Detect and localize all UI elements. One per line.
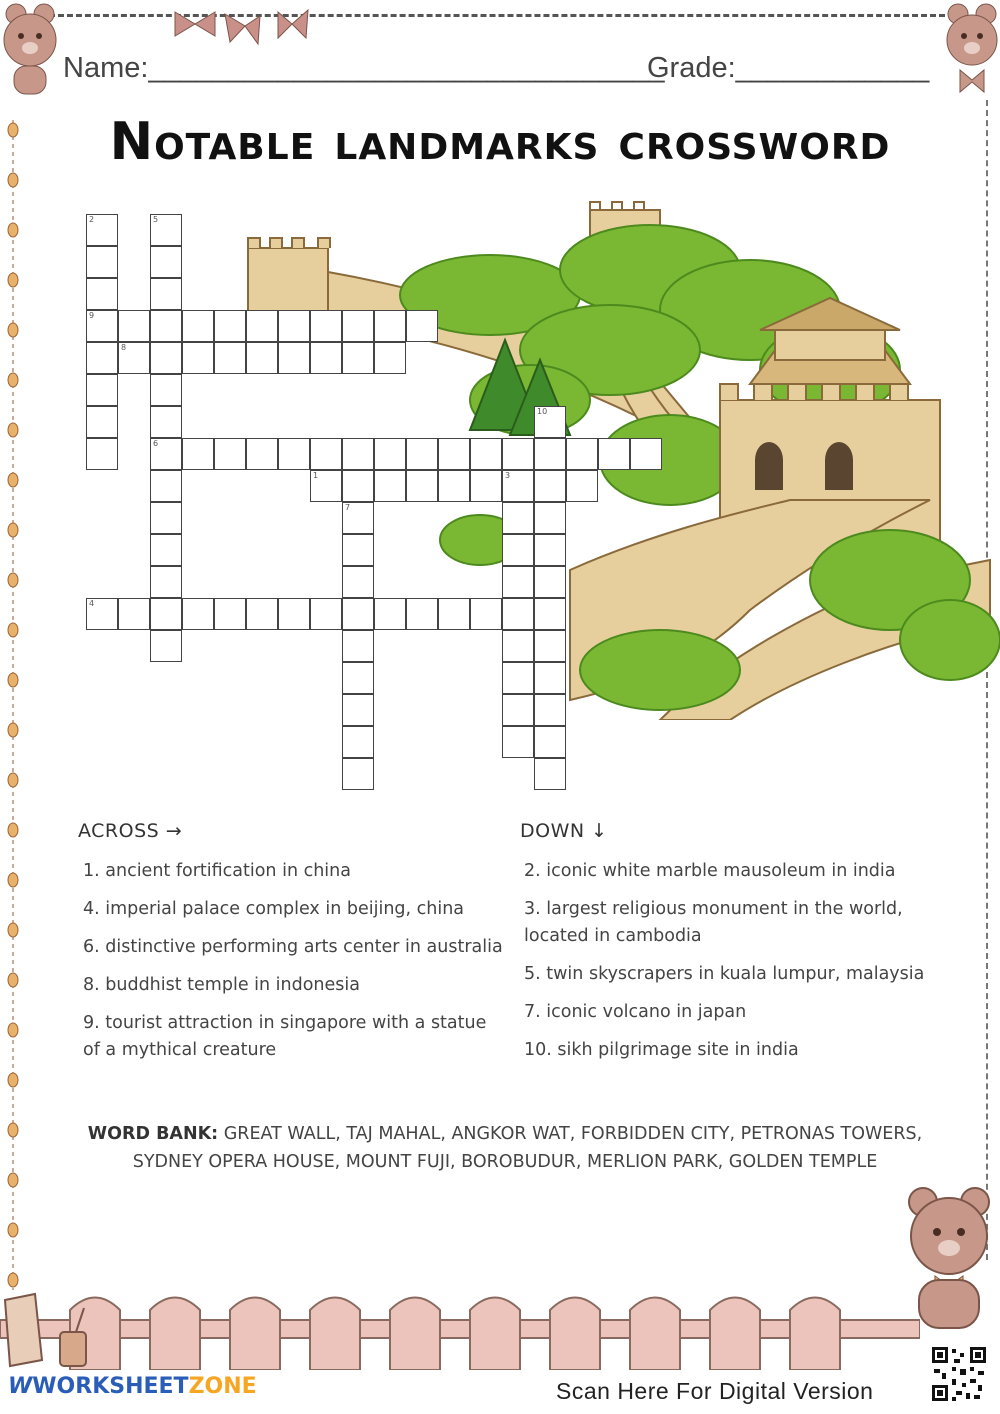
clue-number: 10 — [537, 407, 548, 416]
down-clue: 7. iconic volcano in japan — [524, 1002, 747, 1022]
down-heading: DOWN ↓ — [520, 820, 608, 842]
grid-cell[interactable] — [182, 438, 214, 470]
grid-cell[interactable] — [150, 534, 182, 566]
grid-cell[interactable] — [118, 342, 150, 374]
grid-cell[interactable] — [150, 342, 182, 374]
word-bank — [80, 1120, 930, 1176]
grid-cell[interactable] — [150, 406, 182, 438]
clue-number: 2 — [89, 215, 95, 224]
clue-number: 8 — [121, 343, 127, 352]
grid-cell[interactable] — [86, 342, 118, 374]
grid-cell[interactable] — [534, 726, 566, 758]
grid-cell[interactable] — [86, 214, 118, 246]
picket-fence-decoration — [0, 1280, 920, 1370]
down-clue: 2. iconic white marble mausoleum in india — [524, 861, 896, 881]
page-title: Notable landmarks crossword — [109, 112, 891, 172]
grid-cell[interactable] — [150, 374, 182, 406]
grid-cell[interactable] — [150, 470, 182, 502]
left-vine-decoration — [4, 120, 22, 1290]
bow-ribbons-top — [170, 4, 320, 54]
worksheetzone-logo[interactable] — [8, 1374, 257, 1399]
grid-cell[interactable] — [86, 246, 118, 278]
name-field[interactable]: Name:________________________________ — [63, 52, 665, 84]
grade-field[interactable]: Grade:____________ — [647, 52, 930, 84]
grid-cell[interactable] — [86, 310, 118, 342]
clue-number: 3 — [505, 471, 511, 480]
grid-cell[interactable] — [150, 630, 182, 662]
grid-cell[interactable] — [150, 438, 182, 470]
across-clue: 1. ancient fortification in china — [83, 861, 351, 881]
grid-cell[interactable] — [150, 566, 182, 598]
grid-cell[interactable] — [86, 406, 118, 438]
clue-number: 4 — [89, 599, 95, 608]
down-clue-list — [524, 858, 944, 1064]
grid-cell[interactable] — [150, 278, 182, 310]
grid-cell[interactable] — [182, 310, 214, 342]
down-clue: 3. largest religious monument in the world, located in cambodia — [524, 899, 903, 946]
across-clue: 6. distinctive performing arts center in australia — [83, 937, 503, 957]
grid-cell[interactable] — [118, 310, 150, 342]
brand-zone: ZONE — [188, 1374, 257, 1399]
clue-number: 9 — [89, 311, 95, 320]
grid-cell[interactable] — [534, 758, 566, 790]
grid-cell[interactable] — [342, 758, 374, 790]
word-bank-label: WORD BANK: — [87, 1124, 219, 1144]
across-clue: 9. tourist attraction in singapore with a statue of a mythical creature — [83, 1013, 487, 1060]
great-wall-illustration — [230, 200, 1000, 720]
brand-w-mark: W — [8, 1374, 33, 1399]
word-bank-words: GREAT WALL, TAJ MAHAL, ANGKOR WAT, FORBIDDEN CITY, PETRONAS TOWERS, SYDNEY OPERA HOUSE, MOUNT FUJI, BOROBUDUR, MERLION PARK, GOLDEN TEMPLE — [132, 1124, 923, 1172]
across-clue-list — [83, 858, 503, 1064]
grid-cell[interactable] — [150, 502, 182, 534]
grid-cell[interactable] — [502, 726, 534, 758]
grid-cell[interactable] — [86, 374, 118, 406]
grid-cell[interactable] — [86, 598, 118, 630]
teddy-bear-top-left — [0, 0, 60, 100]
grid-cell[interactable] — [150, 214, 182, 246]
grid-cell[interactable] — [150, 246, 182, 278]
grid-cell[interactable] — [182, 342, 214, 374]
grid-cell[interactable] — [118, 598, 150, 630]
grid-cell[interactable] — [150, 598, 182, 630]
brand-worksheet: WORKSHEET — [32, 1374, 189, 1399]
grid-cell[interactable] — [342, 726, 374, 758]
teddy-bear-top-right — [944, 0, 1000, 110]
across-heading: ACROSS → — [78, 820, 183, 842]
qr-code-icon[interactable] — [930, 1345, 988, 1403]
scan-instruction: Scan Here For Digital Version — [556, 1378, 874, 1404]
across-clue: 4. imperial palace complex in beijing, china — [83, 899, 465, 919]
grid-cell[interactable] — [86, 278, 118, 310]
clue-number: 6 — [153, 439, 159, 448]
grid-cell[interactable] — [150, 310, 182, 342]
clue-number: 5 — [153, 215, 159, 224]
grid-cell[interactable] — [182, 598, 214, 630]
down-clue: 10. sikh pilgrimage site in india — [524, 1040, 799, 1060]
down-clue: 5. twin skyscrapers in kuala lumpur, malaysia — [524, 964, 925, 984]
grid-cell[interactable] — [86, 438, 118, 470]
across-clue: 8. buddhist temple in indonesia — [83, 975, 360, 995]
clue-number: 7 — [345, 503, 351, 512]
clue-number: 1 — [313, 471, 319, 480]
